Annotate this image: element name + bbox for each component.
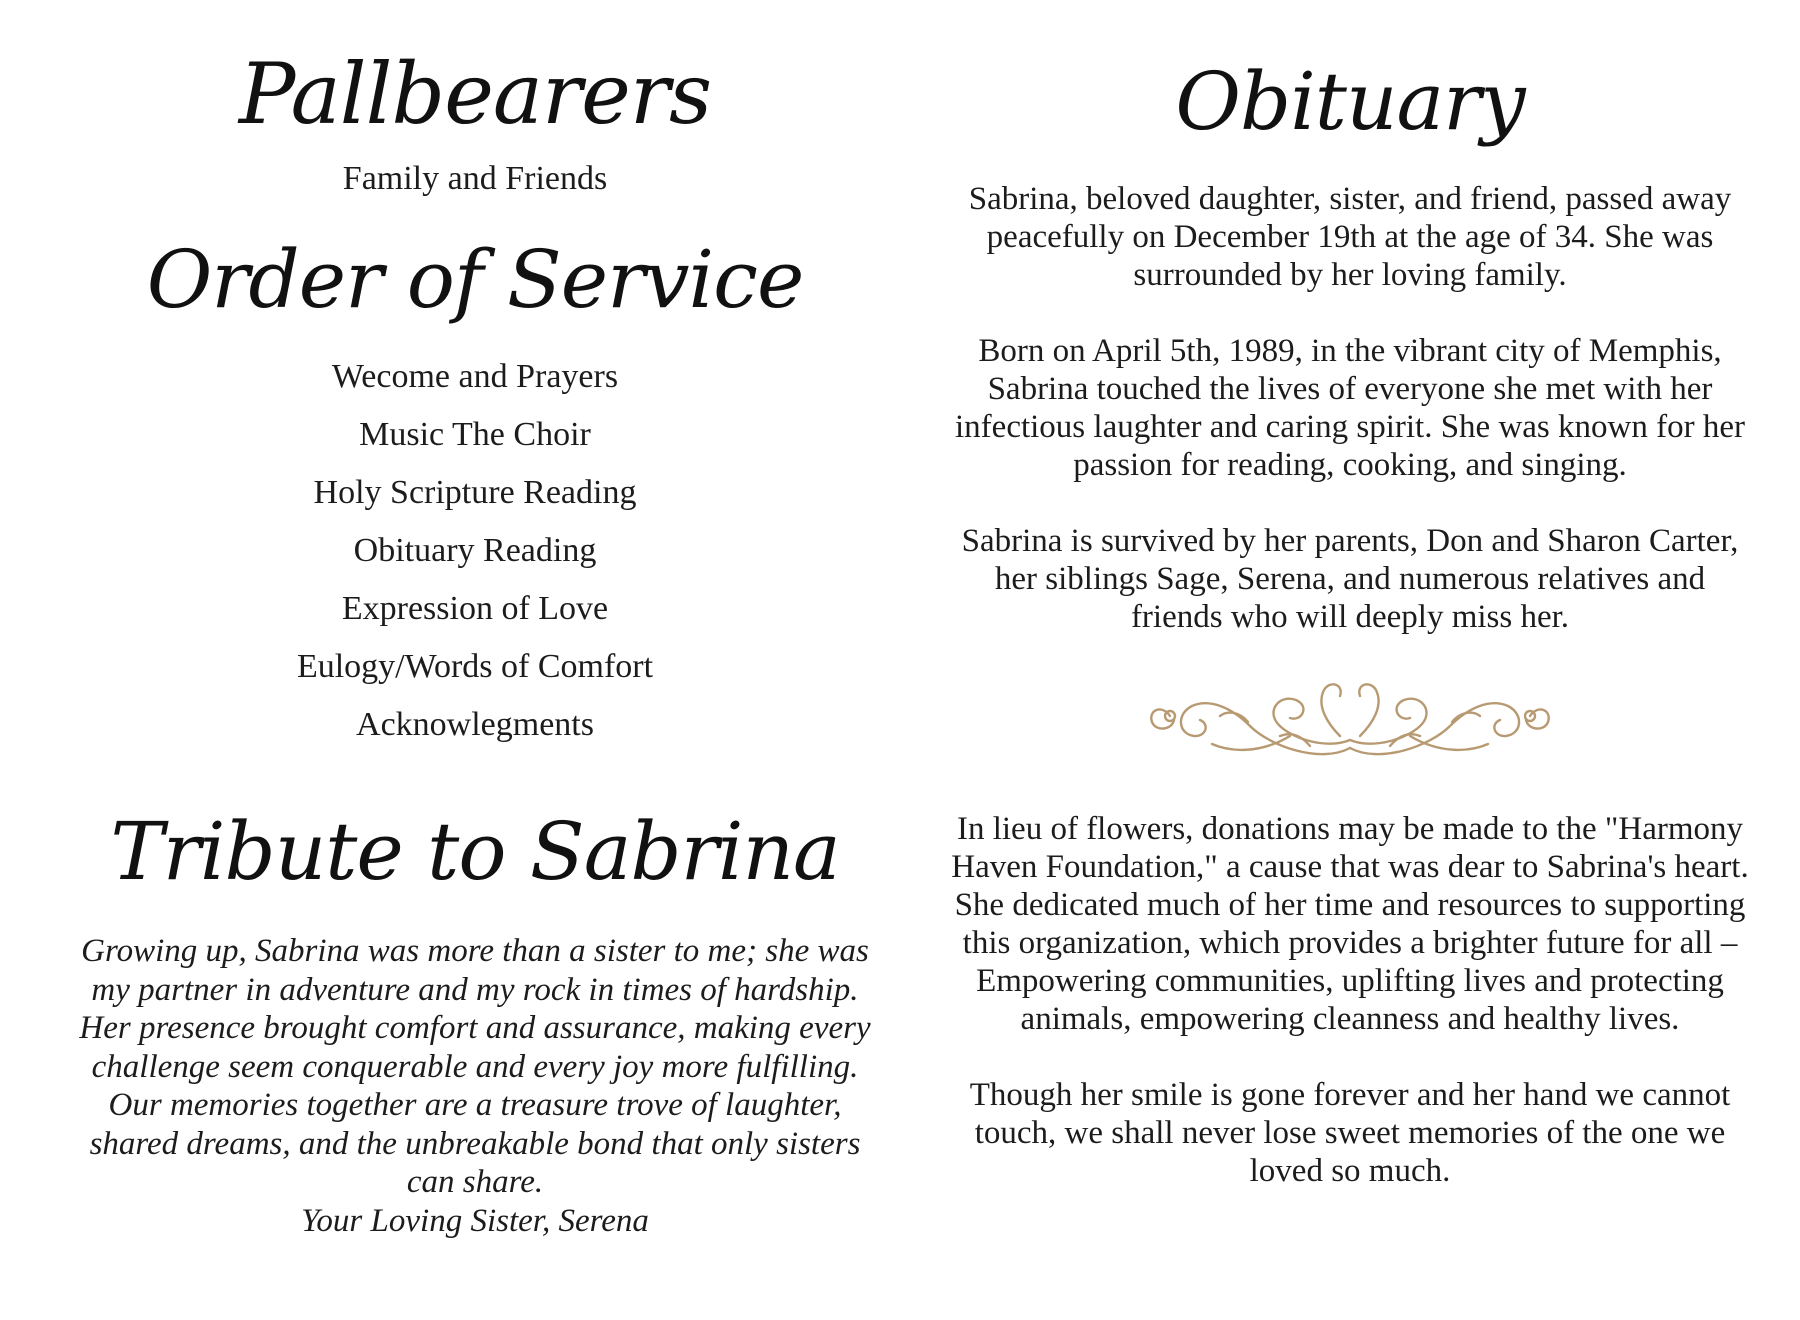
obituary-paragraph: Born on April 5th, 1989, in the vibrant city of Memphis, Sabrina touched the lives of everyone she met with her infectious laughter and caring spirit. She was known for her passion for reading, cooking, and singing. [955,333,1745,483]
tribute-text: Growing up, Sabrina was more than a sister to me; she was my partner in adventure and my rock in times of hardship. Her presence brought comfort and assurance, making every challenge seem conquerable and every joy more fulfilling. Our memories together are a treasure trove of laughter, shared dreams, and the unbreakable bond that only sisters can share. [79,933,871,1200]
right-column [950,0,1750,1190]
service-item: Obituary Reading [353,532,597,569]
pallbearers-title: Pallbearers [238,45,712,143]
service-item: Eulogy/Words of Comfort [296,648,654,685]
obituary-paragraph: Sabrina is survived by her parents, Don and Sharon Carter, her siblings Sage, Serena, and numerous relatives and friends who will deeply miss her. [961,523,1739,635]
service-item: Holy Scripture Reading [313,474,637,511]
left-column [60,0,890,1240]
flourish-ornament-icon [1140,676,1560,766]
tribute-signature: Your Loving Sister, Serena [301,1202,649,1239]
service-item: Wecome and Prayers [331,358,619,395]
service-item: Expression of Love [341,590,609,627]
obituary-paragraph: Sabrina, beloved daughter, sister, and friend, passed away peacefully on December 19th at the age of 34. She was surrounded by her loving family. [968,181,1732,293]
service-item: Music The Choir [359,416,591,453]
service-item: Acknowlegments [356,706,594,743]
obituary-paragraph: In lieu of flowers, donations may be made to the "Harmony Haven Foundation," a cause that was dear to Sabrina's heart. She dedicated much of her time and resources to supporting this organization, which provides a brighter future for all – Empowering communities, uplifting lives and protecting animals, empowering cleanness and healthy lives. [951,811,1749,1037]
order-of-service-title: Order of Service [146,233,804,326]
order-of-service-list [60,348,890,754]
obituary-paragraph: Though her smile is gone forever and her hand we cannot touch, we shall never lose sweet memories of the one we loved so much. [969,1077,1731,1189]
tribute-title: Tribute to Sabrina [110,805,840,898]
obituary-title: Obituary [1175,55,1525,148]
pallbearers-text: Family and Friends [342,160,608,197]
